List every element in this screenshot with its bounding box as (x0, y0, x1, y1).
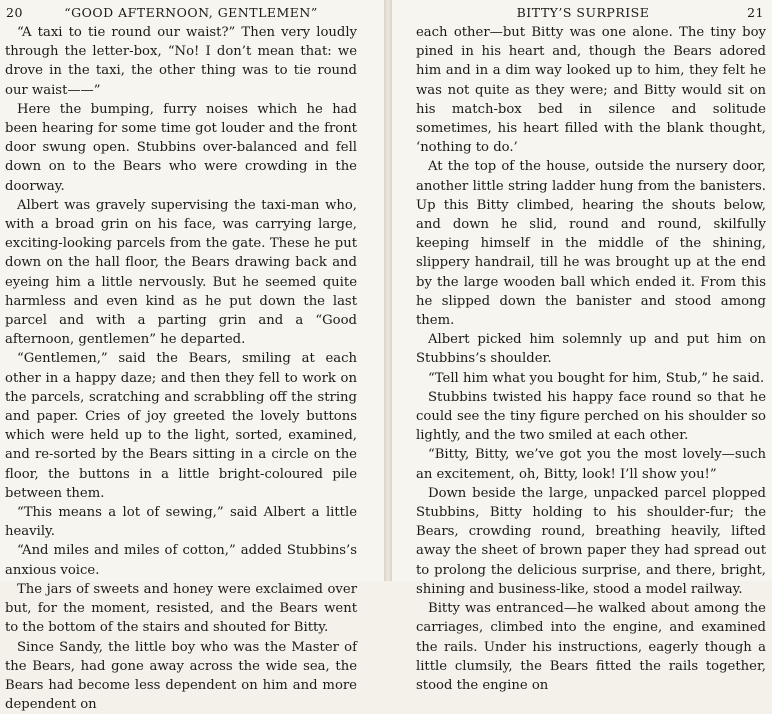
continued-paragraph: each other—but Bitty was one alone. The tiny boy pined in his heart and, though the Bears adored him and in a dim way looked up to him, they felt he was not quite as they were; and Bitty would sit on his match-box bed in silence and solitude sometimes, his heart filled with the blank thought, ‘nothing to do.’ (416, 23, 766, 157)
left-page-number: 20 (6, 5, 23, 20)
left-running-head: “GOOD AFTERNOON, GENTLEMEN” (6, 5, 376, 20)
paragraph: “Tell him what you bought for him, Stub,” he said. (416, 369, 766, 388)
left-page-body (5, 23, 357, 714)
paragraph: “Gentlemen,” said the Bears, smiling at each other in a happy daze; and then they fell to work on the parcels, scratching and scrabbling off the string and paper. Cries of joy greeted the lovely buttons which were held up to the light, sorted, examined, and re-sorted by the Bears sitting in a circle on the floor, the buttons in a little bright-coloured pile between them. (5, 349, 357, 503)
right-page-body (416, 23, 766, 695)
paragraph: Down beside the large, unpacked parcel plopped Stubbins, Bitty holding to his shoulder-fur; the Bears, crowding round, breathing heavily, lifted away the sheet of brown paper they had spread out to prolong the delicious surprise, and there, bright, shining and business-like, stood a model railway. (416, 484, 766, 599)
paragraph: Stubbins twisted his happy face round so that he could see the tiny figure perched on his shoulder so lightly, and the two smiled at each other. (416, 388, 766, 446)
right-page-number: 21 (747, 5, 764, 20)
paragraph: “A taxi to tie round our waist?” Then very loudly through the letter-box, “No! I don’t mean that: we drove in the taxi, the other thing was to tie round our waist——” (5, 23, 357, 100)
paragraph: Albert picked him solemnly up and put him on Stubbins’s shoulder. (416, 330, 766, 368)
book-gutter (384, 0, 392, 581)
paragraph: At the top of the house, outside the nursery door, another little string ladder hung from the banisters. Up this Bitty climbed, hearing the shouts below, and down he slid, round and round, skilfully keeping himself in the middle of the shining, slippery handrail, till he was brought up at the end by the large wooden ball which ended it. From this he slipped down the banister and stood among them. (416, 157, 766, 330)
paragraph: Albert was gravely supervising the taxi-man who, with a broad grin on his face, was carrying large, exciting-looking parcels from the gate. These he put down on the hall floor, the Bears drawing back and eyeing him a little nervously. But he seemed quite harmless and even kind as he put down the last parcel and with a parting grin and a “Good afternoon, gentlemen” he departed. (5, 196, 357, 350)
paragraph: Since Sandy, the little boy who was the Master of the Bears, had gone away across the wide sea, the Bears had become less dependent on him and more dependent on (5, 638, 357, 714)
right-page-header (402, 5, 764, 21)
paragraph: “Bitty, Bitty, we’ve got you the most lovely—such an excitement, oh, Bitty, look! I’ll show you!” (416, 445, 766, 483)
paragraph: The jars of sweets and honey were exclaimed over but, for the moment, resisted, and the Bears went to the bottom of the stairs and shouted for Bitty. (5, 580, 357, 638)
left-page (0, 0, 384, 581)
right-running-head: BITTY’S SURPRISE (402, 5, 764, 20)
paragraph: “And miles and miles of cotton,” added Stubbins’s anxious voice. (5, 541, 357, 579)
paragraph: “This means a lot of sewing,” said Albert a little heavily. (5, 503, 357, 541)
right-page (392, 0, 772, 581)
paragraph: Here the bumping, furry noises which he had been hearing for some time got louder and the front door swung open. Stubbins over-balanced and fell down on to the Bears who were crowding in the doorway. (5, 100, 357, 196)
paragraph: Bitty was entranced—he walked about among the carriages, climbed into the engine, and examined the rails. Under his instructions, eagerly though a little clumsily, the Bears fitted the rails together, stood the engine on (416, 599, 766, 695)
left-page-header (6, 5, 376, 21)
